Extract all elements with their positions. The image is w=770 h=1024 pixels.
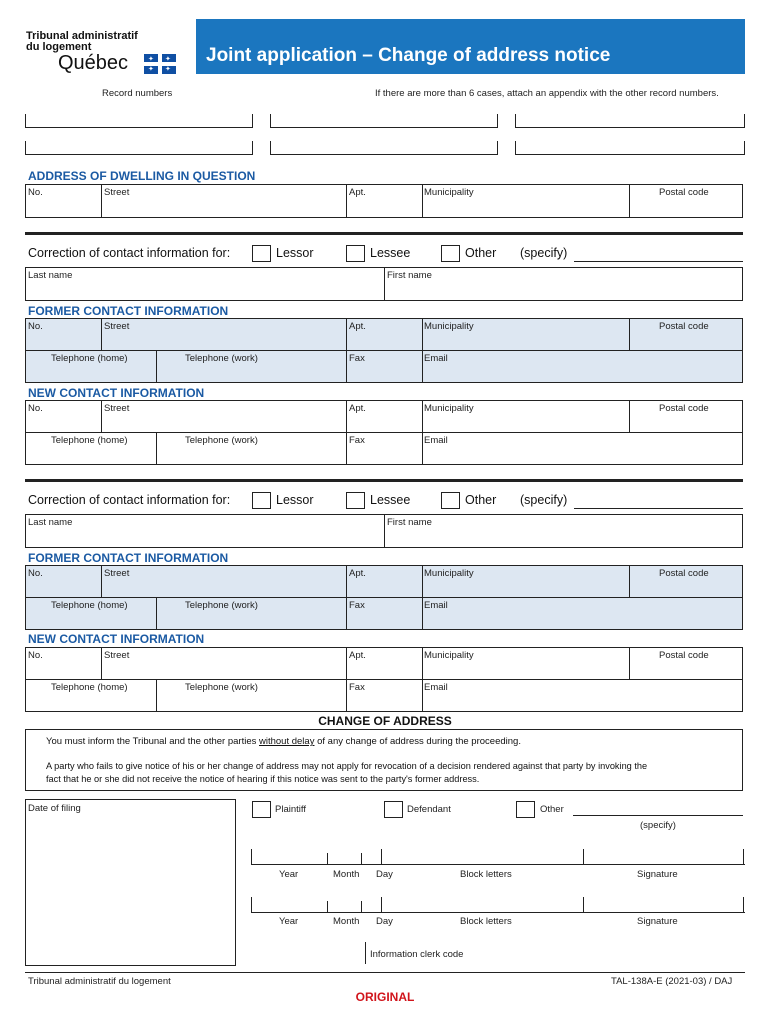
former-municipality-label-2: Municipality — [424, 568, 474, 579]
signature-label-2: Signature — [637, 916, 678, 927]
former-fax-label-2: Fax — [349, 600, 365, 611]
new-contact-box-2 — [25, 647, 743, 712]
lessee-checkbox-1[interactable] — [346, 245, 365, 262]
other-label-1: Other — [465, 246, 497, 260]
date-of-filing-label: Date of filing — [28, 803, 81, 814]
quebec-flag-icon: ✦ ✦ ✦ ✦ — [144, 54, 176, 74]
p1-text-end: of any change of address during the proceeding. — [314, 736, 521, 747]
name-box-1 — [25, 267, 743, 301]
record-number-1[interactable] — [25, 114, 253, 128]
footer-left-text: Tribunal administratif du logement — [28, 976, 171, 987]
quebec-wordmark: Québec — [58, 52, 129, 74]
dwelling-heading: ADDRESS OF DWELLING IN QUESTION — [28, 169, 256, 183]
lessor-label-2: Lessor — [276, 493, 314, 507]
change-notice-box — [25, 729, 743, 791]
new-tel-work-label-2: Telephone (work) — [185, 682, 258, 693]
name-box-2 — [25, 514, 743, 548]
change-paragraph-2-line1: A party who fails to give notice of his or her change of address may not apply for revocation of a decision rendered against that party by invoking the — [46, 761, 648, 771]
new-tel-home-label-2: Telephone (home) — [51, 682, 128, 693]
lessee-checkbox-2[interactable] — [346, 492, 365, 509]
change-paragraph-2-line2: fact that he or she did not receive the notice of hearing if this notice was sent to the party's former address. — [46, 774, 480, 784]
new-contact-heading-1: NEW CONTACT INFORMATION — [28, 386, 205, 400]
new-street-label-2: Street — [104, 650, 130, 661]
new-municipality-label-1: Municipality — [424, 403, 474, 414]
former-tel-home-label-1: Telephone (home) — [51, 353, 128, 364]
specify-field-1[interactable] — [574, 261, 743, 262]
lessor-label-1: Lessor — [276, 246, 314, 260]
former-contact-heading-2: FORMER CONTACT INFORMATION — [28, 551, 229, 565]
plaintiff-label: Plaintiff — [275, 804, 306, 815]
former-contact-heading-1: FORMER CONTACT INFORMATION — [28, 304, 229, 318]
title-banner — [196, 19, 745, 74]
last-name-label-1: Last name — [28, 270, 73, 281]
month-label-1: Month — [333, 869, 360, 880]
original-stamp: ORIGINAL — [355, 990, 415, 1004]
month-label-2: Month — [333, 916, 360, 927]
dwelling-postal-label: Postal code — [659, 187, 709, 198]
former-postal-label-2: Postal code — [659, 568, 709, 579]
org-name-line2: du logement — [26, 41, 92, 53]
clerk-code-label: Information clerk code — [370, 949, 464, 960]
former-no-label-1: No. — [28, 321, 43, 332]
former-municipality-label-1: Municipality — [424, 321, 474, 332]
footer-rule — [25, 972, 745, 973]
other-checkbox-1[interactable] — [441, 245, 460, 262]
new-no-label-2: No. — [28, 650, 43, 661]
former-tel-work-label-1: Telephone (work) — [185, 353, 258, 364]
dwelling-no-label: No. — [28, 187, 43, 198]
lessee-label-1: Lessee — [370, 246, 411, 260]
new-tel-work-label-1: Telephone (work) — [185, 435, 258, 446]
first-name-label-1: First name — [387, 270, 432, 281]
block-letters-label-2: Block letters — [460, 916, 512, 927]
specify-label-2: (specify) — [520, 493, 568, 507]
new-fax-label-1: Fax — [349, 435, 365, 446]
change-heading: CHANGE OF ADDRESS — [318, 714, 452, 728]
other-party-label: Other — [540, 804, 564, 815]
former-postal-label-1: Postal code — [659, 321, 709, 332]
page-title: Joint application – Change of address notice — [206, 45, 611, 66]
former-apt-label-1: Apt. — [349, 321, 366, 332]
record-numbers-note: If there are more than 6 cases, attach an appendix with the other record numbers. — [375, 88, 719, 99]
new-tel-home-label-1: Telephone (home) — [51, 435, 128, 446]
other-label-2: Other — [465, 493, 497, 507]
specify-field-2[interactable] — [574, 508, 743, 509]
other-party-specify-label: (specify) — [640, 820, 676, 831]
record-numbers-label: Record numbers — [102, 88, 173, 99]
first-name-label-2: First name — [387, 517, 432, 528]
former-email-label-1: Email — [424, 353, 448, 364]
former-street-label-2: Street — [104, 568, 130, 579]
new-email-label-2: Email — [424, 682, 448, 693]
defendant-checkbox[interactable] — [384, 801, 403, 818]
change-paragraph-1 — [46, 736, 521, 747]
lessor-checkbox-2[interactable] — [252, 492, 271, 509]
p1-text-start: You must inform the Tribunal and the other parties — [46, 736, 259, 747]
day-label-1: Day — [376, 869, 393, 880]
record-number-2[interactable] — [270, 114, 498, 128]
signature-label-1: Signature — [637, 869, 678, 880]
other-checkbox-2[interactable] — [441, 492, 460, 509]
correction-label-2: Correction of contact information for: — [28, 493, 231, 507]
new-no-label-1: No. — [28, 403, 43, 414]
section-divider — [25, 232, 743, 235]
record-number-5[interactable] — [270, 141, 498, 155]
new-municipality-label-2: Municipality — [424, 650, 474, 661]
dwelling-municipality-label: Municipality — [424, 187, 474, 198]
signature-row-2 — [251, 897, 745, 913]
record-number-4[interactable] — [25, 141, 253, 155]
lessor-checkbox-1[interactable] — [252, 245, 271, 262]
new-apt-label-1: Apt. — [349, 403, 366, 414]
former-contact-box-1 — [25, 318, 743, 383]
date-of-filing-box[interactable] — [25, 799, 236, 966]
plaintiff-checkbox[interactable] — [252, 801, 271, 818]
former-email-label-2: Email — [424, 600, 448, 611]
new-apt-label-2: Apt. — [349, 650, 366, 661]
correction-label-1: Correction of contact information for: — [28, 246, 231, 260]
block-letters-label-1: Block letters — [460, 869, 512, 880]
dwelling-address-box — [25, 184, 743, 218]
other-party-specify-field[interactable] — [573, 815, 743, 816]
specify-label-1: (specify) — [520, 246, 568, 260]
lessee-label-2: Lessee — [370, 493, 411, 507]
new-email-label-1: Email — [424, 435, 448, 446]
record-number-6[interactable] — [515, 141, 745, 155]
former-tel-home-label-2: Telephone (home) — [51, 600, 128, 611]
defendant-label: Defendant — [407, 804, 451, 815]
new-contact-heading-2: NEW CONTACT INFORMATION — [28, 632, 205, 646]
former-street-label-1: Street — [104, 321, 130, 332]
dwelling-street-label: Street — [104, 187, 130, 198]
clerk-code-field[interactable] — [365, 942, 366, 964]
tal-logo — [26, 30, 196, 78]
section-divider — [25, 479, 743, 482]
new-fax-label-2: Fax — [349, 682, 365, 693]
org-name-line1: Tribunal administratif — [26, 30, 138, 42]
former-tel-work-label-2: Telephone (work) — [185, 600, 258, 611]
dwelling-apt-label: Apt. — [349, 187, 366, 198]
former-no-label-2: No. — [28, 568, 43, 579]
new-postal-label-1: Postal code — [659, 403, 709, 414]
record-number-3[interactable] — [515, 114, 745, 128]
new-contact-box-1 — [25, 400, 743, 465]
former-apt-label-2: Apt. — [349, 568, 366, 579]
new-street-label-1: Street — [104, 403, 130, 414]
former-fax-label-1: Fax — [349, 353, 365, 364]
p1-underlined-text: without delay — [259, 736, 315, 747]
former-contact-box-2 — [25, 565, 743, 630]
form-code: TAL-138A-E (2021-03) / DAJ — [611, 976, 733, 987]
year-label-1: Year — [279, 869, 299, 880]
new-postal-label-2: Postal code — [659, 650, 709, 661]
signature-row-1 — [251, 849, 745, 865]
day-label-2: Day — [376, 916, 393, 927]
other-party-checkbox[interactable] — [516, 801, 535, 818]
last-name-label-2: Last name — [28, 517, 73, 528]
year-label-2: Year — [279, 916, 299, 927]
